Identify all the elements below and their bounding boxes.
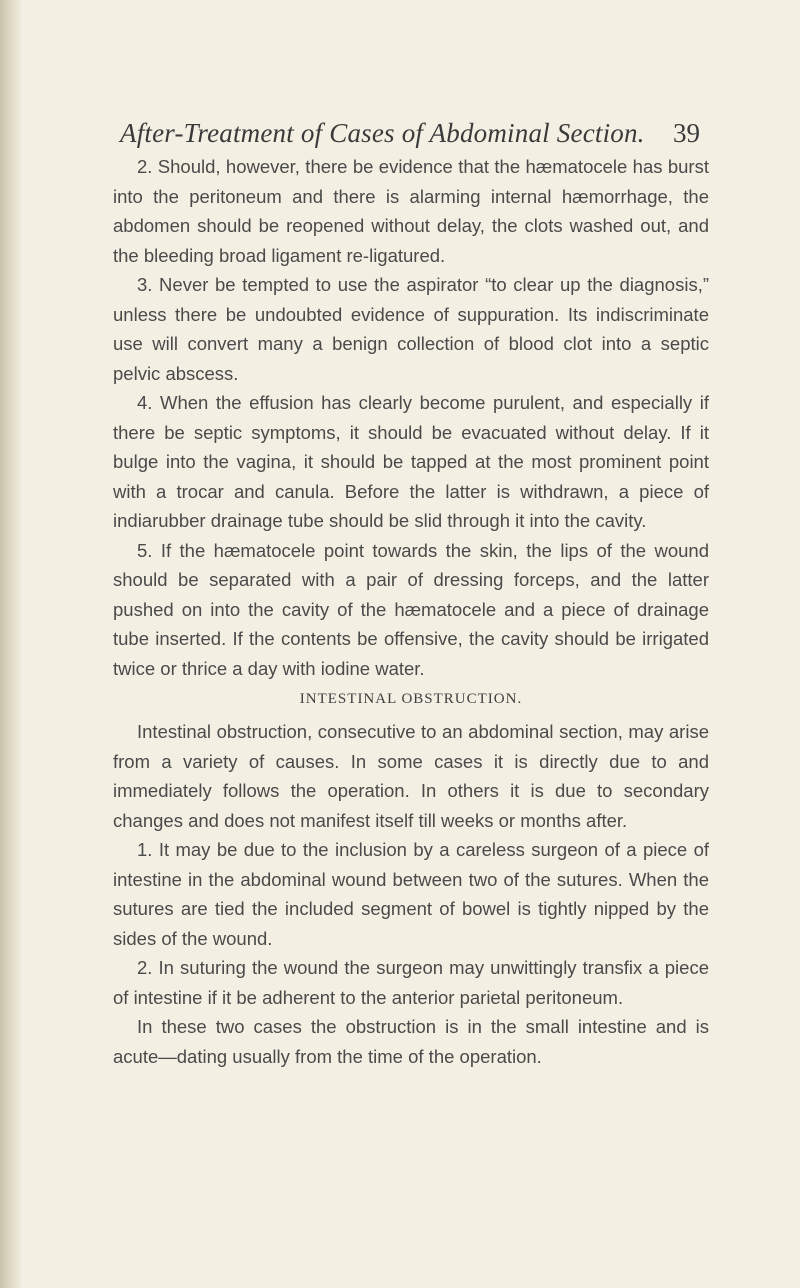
- body-text: [113, 152, 709, 1152]
- page-number: 39: [673, 118, 700, 148]
- running-title: After-Treatment of Cases of Abdominal Section.: [120, 118, 645, 148]
- paragraph: 3. Never be tempted to use the aspirator “to clear up the diagnosis,” unless there be undoubted evidence of suppuration. Its indiscriminate use will convert many a benign collection of blood clot into a septic pelvic abscess.: [113, 274, 709, 384]
- paragraph: 2. In suturing the wound the surgeon may unwittingly transfix a piece of intestine if it be adherent to the anterior parietal peritoneum.: [113, 957, 709, 1008]
- paragraph: 1. It may be due to the inclusion by a careless surgeon of a piece of intestine in the abdominal wound between two of the sutures. When the sutures are tied the included segment of bowel is tightly nipped by the sides of the wound.: [113, 839, 709, 949]
- binding-gutter: [0, 0, 22, 1288]
- paragraph: In these two cases the obstruction is in the small intestine and is acute—dating usually from the time of the operation.: [113, 1016, 709, 1067]
- paragraph: 5. If the hæmatocele point towards the skin, the lips of the wound should be separated with a pair of dressing forceps, and the latter pushed on into the cavity of the hæmatocele and a piece of drainage tube inserted. If the contents be offensive, the cavity should be irrigated twice or thrice a day with iodine water.: [113, 539, 709, 679]
- paragraph: 2. Should, however, there be evidence that the hæmatocele has burst into the peritoneum and there is alarming internal hæmorrhage, the abdomen should be reopened without delay, the clots washed out, and the bleeding broad ligament re-ligatured.: [113, 156, 709, 266]
- section-heading: INTESTINAL OBSTRUCTION.: [299, 691, 523, 707]
- paragraph: 4. When the effusion has clearly become purulent, and especially if there be septic symptoms, it should be evacuated without delay. If it bulge into the vagina, it should be tapped at the most prominent point with a trocar and canula. Before the latter is withdrawn, a piece of indiarubber drainage tube should be slid through it into the cavity.: [113, 392, 709, 531]
- paragraph: Intestinal obstruction, consecutive to an abdominal section, may arise from a variety of causes. In some cases it is directly due to and immediately follows the operation. In others it is due to secondary changes and does not manifest itself till weeks or months after.: [113, 721, 709, 831]
